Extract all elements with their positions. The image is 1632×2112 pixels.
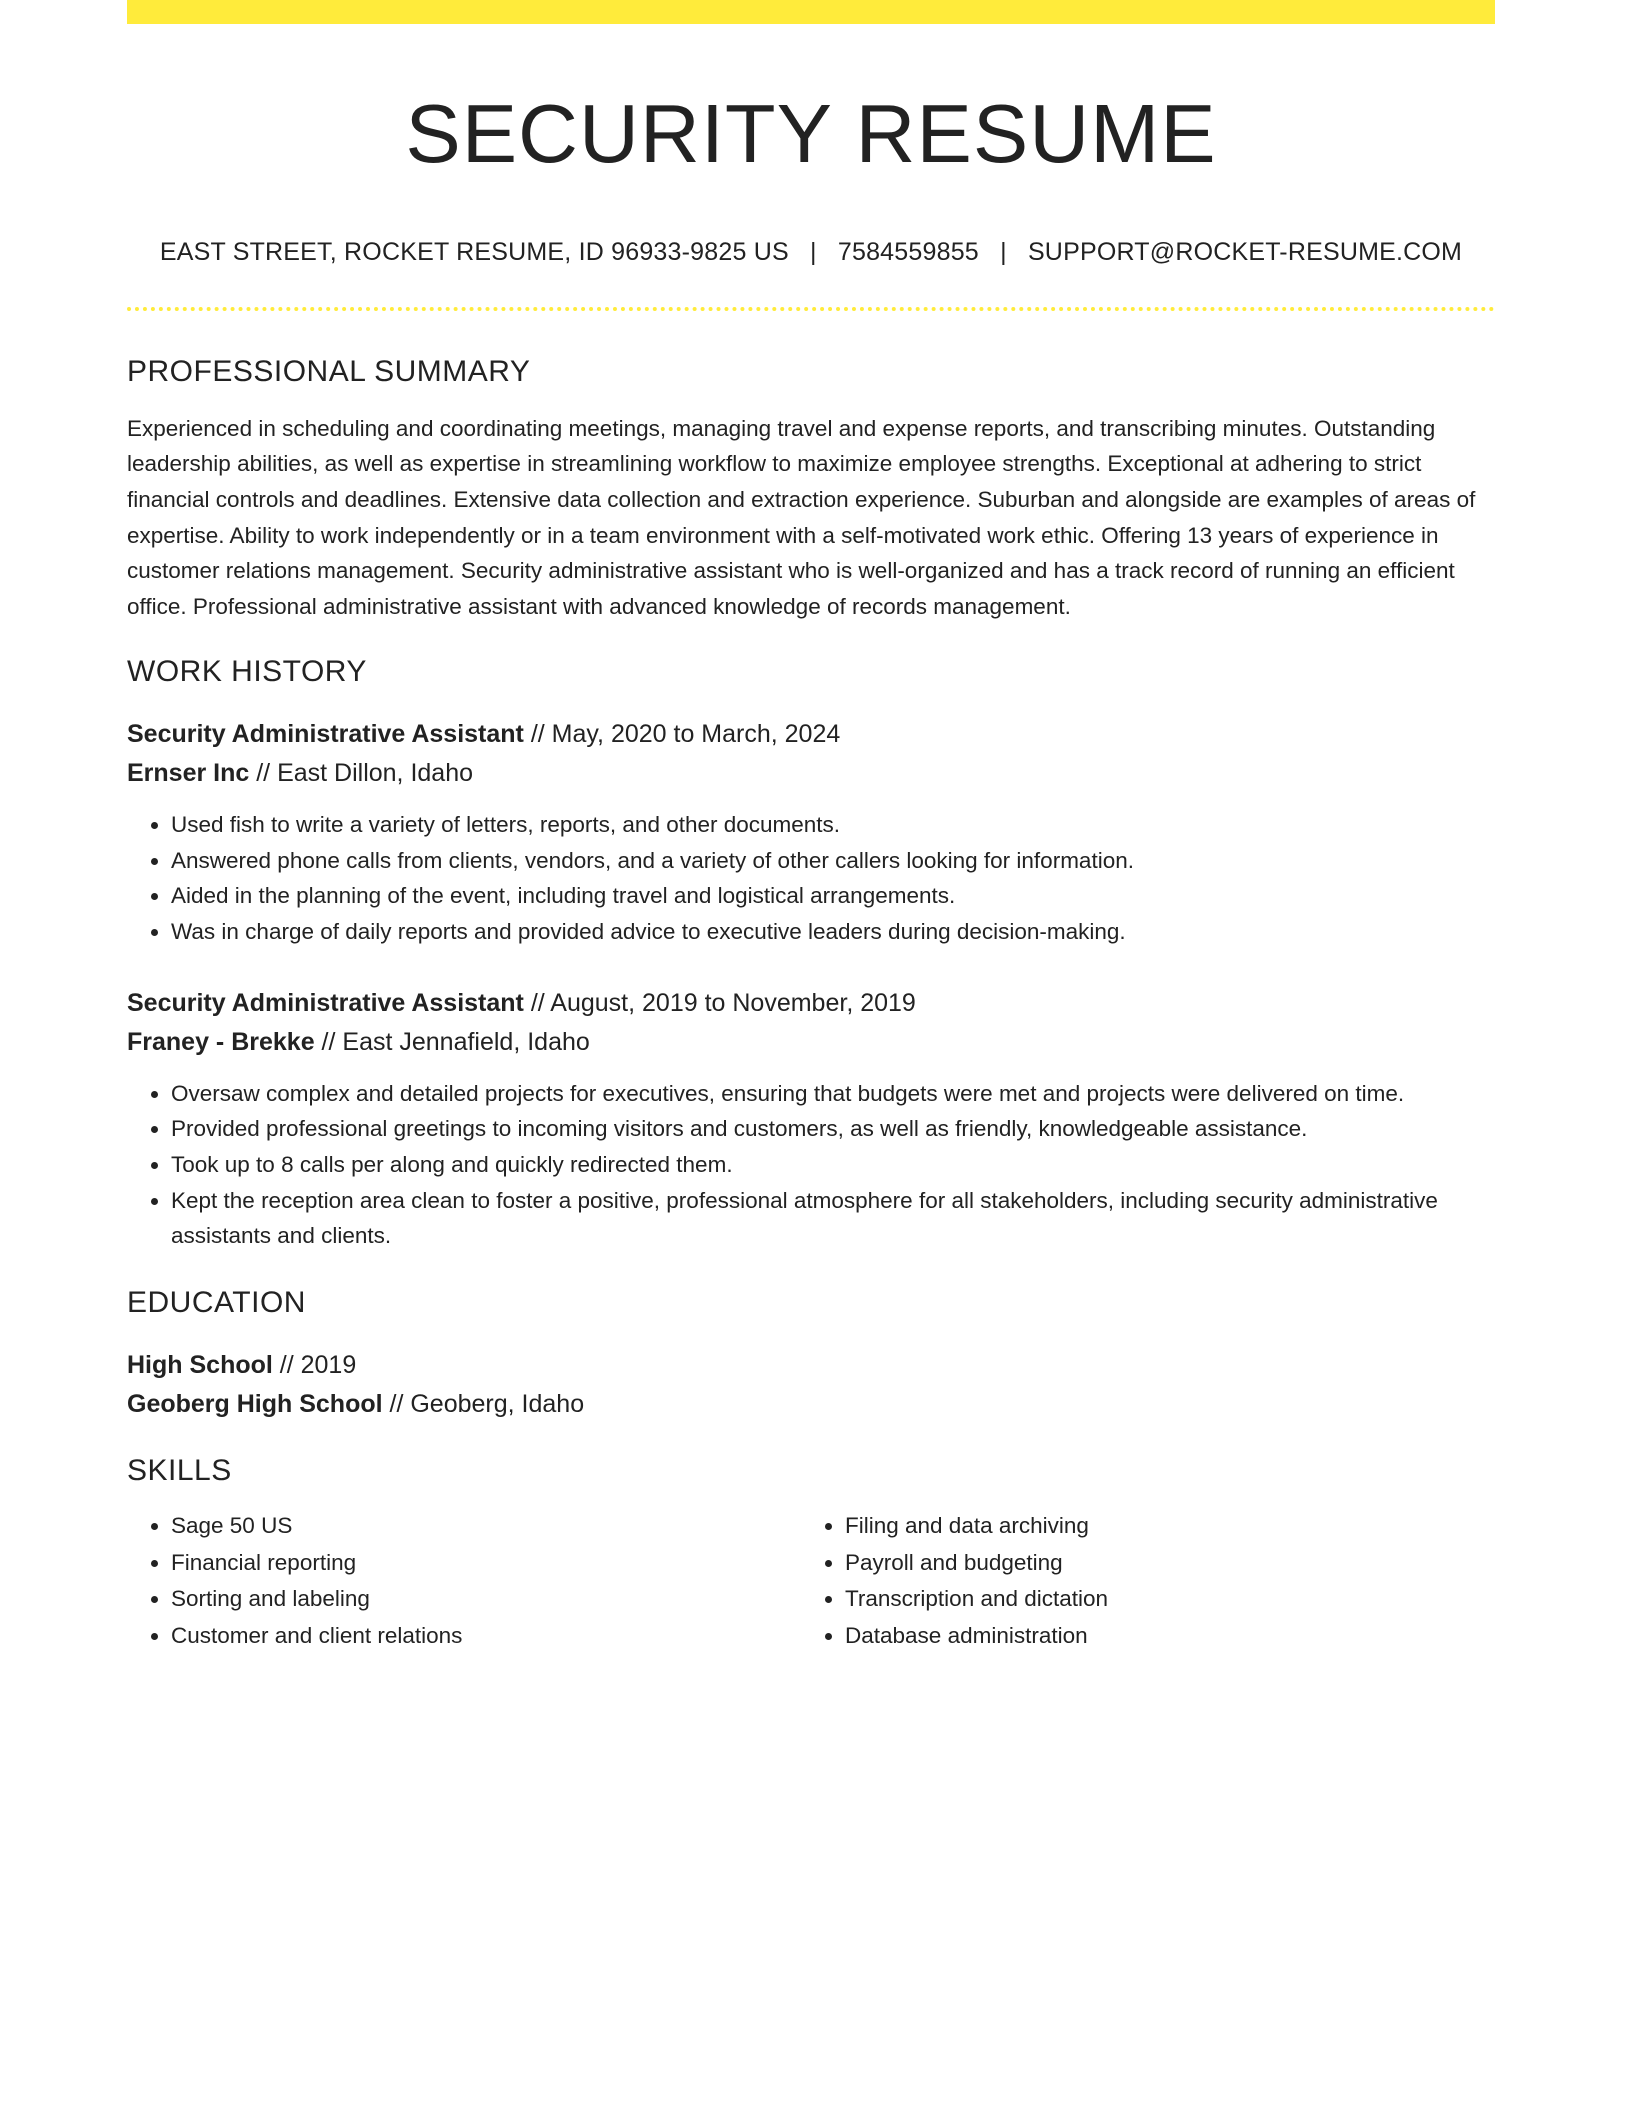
list-item: • Provided professional greetings to incoming visitors and customers, as well as friendly, knowledgeable assistance. bbox=[171, 1111, 1495, 1147]
summary-text: Experienced in scheduling and coordinating meetings, managing travel and expense reports, and transcribing minutes. Outstanding leadership abilities, as well as expertise in streamlining workflow to maximize employee strengths. Exceptional at adhering to strict financial controls and deadlines. Extensive data collection and extraction experience. Suburban and alongside are examples of areas of expertise. Ability to work independently or in a team environment with a self-motivated work ethic. Offering 13 years of experience in customer relations management. Security administrative assistant who is well-organized and has a track record of running an efficient office. Professional administrative assistant with advanced knowledge of records management. bbox=[127, 415, 1476, 620]
job-company: Franey - Brekke bbox=[127, 1027, 315, 1056]
list-item: • Answered phone calls from clients, vendors, and a variety of other callers looking for information. bbox=[171, 843, 1495, 879]
education-section bbox=[127, 1286, 1495, 1424]
section-title-summary: PROFESSIONAL SUMMARY bbox=[127, 354, 531, 388]
contact-address: EAST STREET, ROCKET RESUME, ID 96933-9825 US bbox=[159, 237, 789, 266]
skill-item: • Transcription and dictation bbox=[845, 1581, 1475, 1618]
skill-item: • Sorting and labeling bbox=[171, 1581, 801, 1618]
job-role: Security Administrative Assistant bbox=[127, 719, 524, 748]
section-title-education: EDUCATION bbox=[127, 1286, 306, 1320]
list-item: • Took up to 8 calls per along and quickly redirected them. bbox=[171, 1147, 1495, 1183]
work-history-section bbox=[127, 655, 1495, 1254]
education-year: // 2019 bbox=[272, 1351, 357, 1380]
job-company: Ernser Inc bbox=[127, 758, 250, 787]
education-degree-line bbox=[127, 1346, 1495, 1385]
skill-item: • Financial reporting bbox=[171, 1545, 801, 1582]
job-role-line bbox=[127, 715, 1495, 754]
skill-item: • Filing and data archiving bbox=[845, 1508, 1475, 1545]
contact-email: SUPPORT@ROCKET-RESUME.COM bbox=[1027, 237, 1463, 266]
job-role-line bbox=[127, 984, 1495, 1023]
education-school-line bbox=[127, 1385, 1495, 1424]
resume-page bbox=[127, 0, 1495, 1654]
education-degree: High School bbox=[127, 1351, 273, 1380]
skill-item: • Customer and client relations bbox=[171, 1618, 801, 1655]
job-company-line bbox=[127, 1023, 1495, 1062]
job-dates: // August, 2019 to November, 2019 bbox=[523, 988, 916, 1017]
contact-line bbox=[127, 238, 1495, 267]
list-item: • Used fish to write a variety of letters, reports, and other documents. bbox=[171, 807, 1495, 843]
job-role: Security Administrative Assistant bbox=[127, 988, 524, 1017]
skill-item: • Payroll and budgeting bbox=[845, 1545, 1475, 1582]
education-entry bbox=[127, 1346, 1495, 1424]
skill-item: • Sage 50 US bbox=[171, 1508, 801, 1545]
list-item: • Kept the reception area clean to foster a positive, professional atmosphere for all stakeholders, including security administrative assistants and clients. bbox=[171, 1183, 1495, 1254]
list-item: • Was in charge of daily reports and provided advice to executive leaders during decision-making. bbox=[171, 914, 1495, 950]
job-entry bbox=[127, 984, 1495, 1062]
summary-section bbox=[127, 355, 1495, 625]
job-dates: // May, 2020 to March, 2024 bbox=[523, 719, 841, 748]
job-entry bbox=[127, 715, 1495, 793]
education-school: Geoberg High School bbox=[127, 1390, 383, 1419]
list-item: • Aided in the planning of the event, including travel and logistical arrangements. bbox=[171, 878, 1495, 914]
contact-separator: | bbox=[810, 237, 817, 266]
list-item: • Oversaw complex and detailed projects for executives, ensuring that budgets were met and projects were delivered on time. bbox=[171, 1076, 1495, 1112]
contact-phone: 7584559855 bbox=[837, 237, 979, 266]
job-bullets bbox=[127, 807, 1495, 950]
job-location: // East Jennafield, Idaho bbox=[314, 1027, 590, 1056]
job-bullets bbox=[127, 1076, 1495, 1255]
header-divider bbox=[127, 307, 1495, 311]
section-title-work: WORK HISTORY bbox=[127, 654, 367, 688]
job-company-line bbox=[127, 754, 1495, 793]
skills-section bbox=[127, 1454, 1495, 1654]
accent-bar bbox=[127, 0, 1495, 24]
contact-separator: | bbox=[1000, 237, 1007, 266]
job-location: // East Dillon, Idaho bbox=[249, 758, 474, 787]
skill-item: • Database administration bbox=[845, 1618, 1475, 1655]
skills-column-left bbox=[127, 1508, 801, 1654]
skills-grid bbox=[127, 1508, 1495, 1654]
education-location: // Geoberg, Idaho bbox=[382, 1390, 585, 1419]
section-title-skills: SKILLS bbox=[127, 1454, 232, 1488]
skills-column-right bbox=[801, 1508, 1475, 1654]
resume-title: SECURITY RESUME bbox=[405, 87, 1217, 180]
